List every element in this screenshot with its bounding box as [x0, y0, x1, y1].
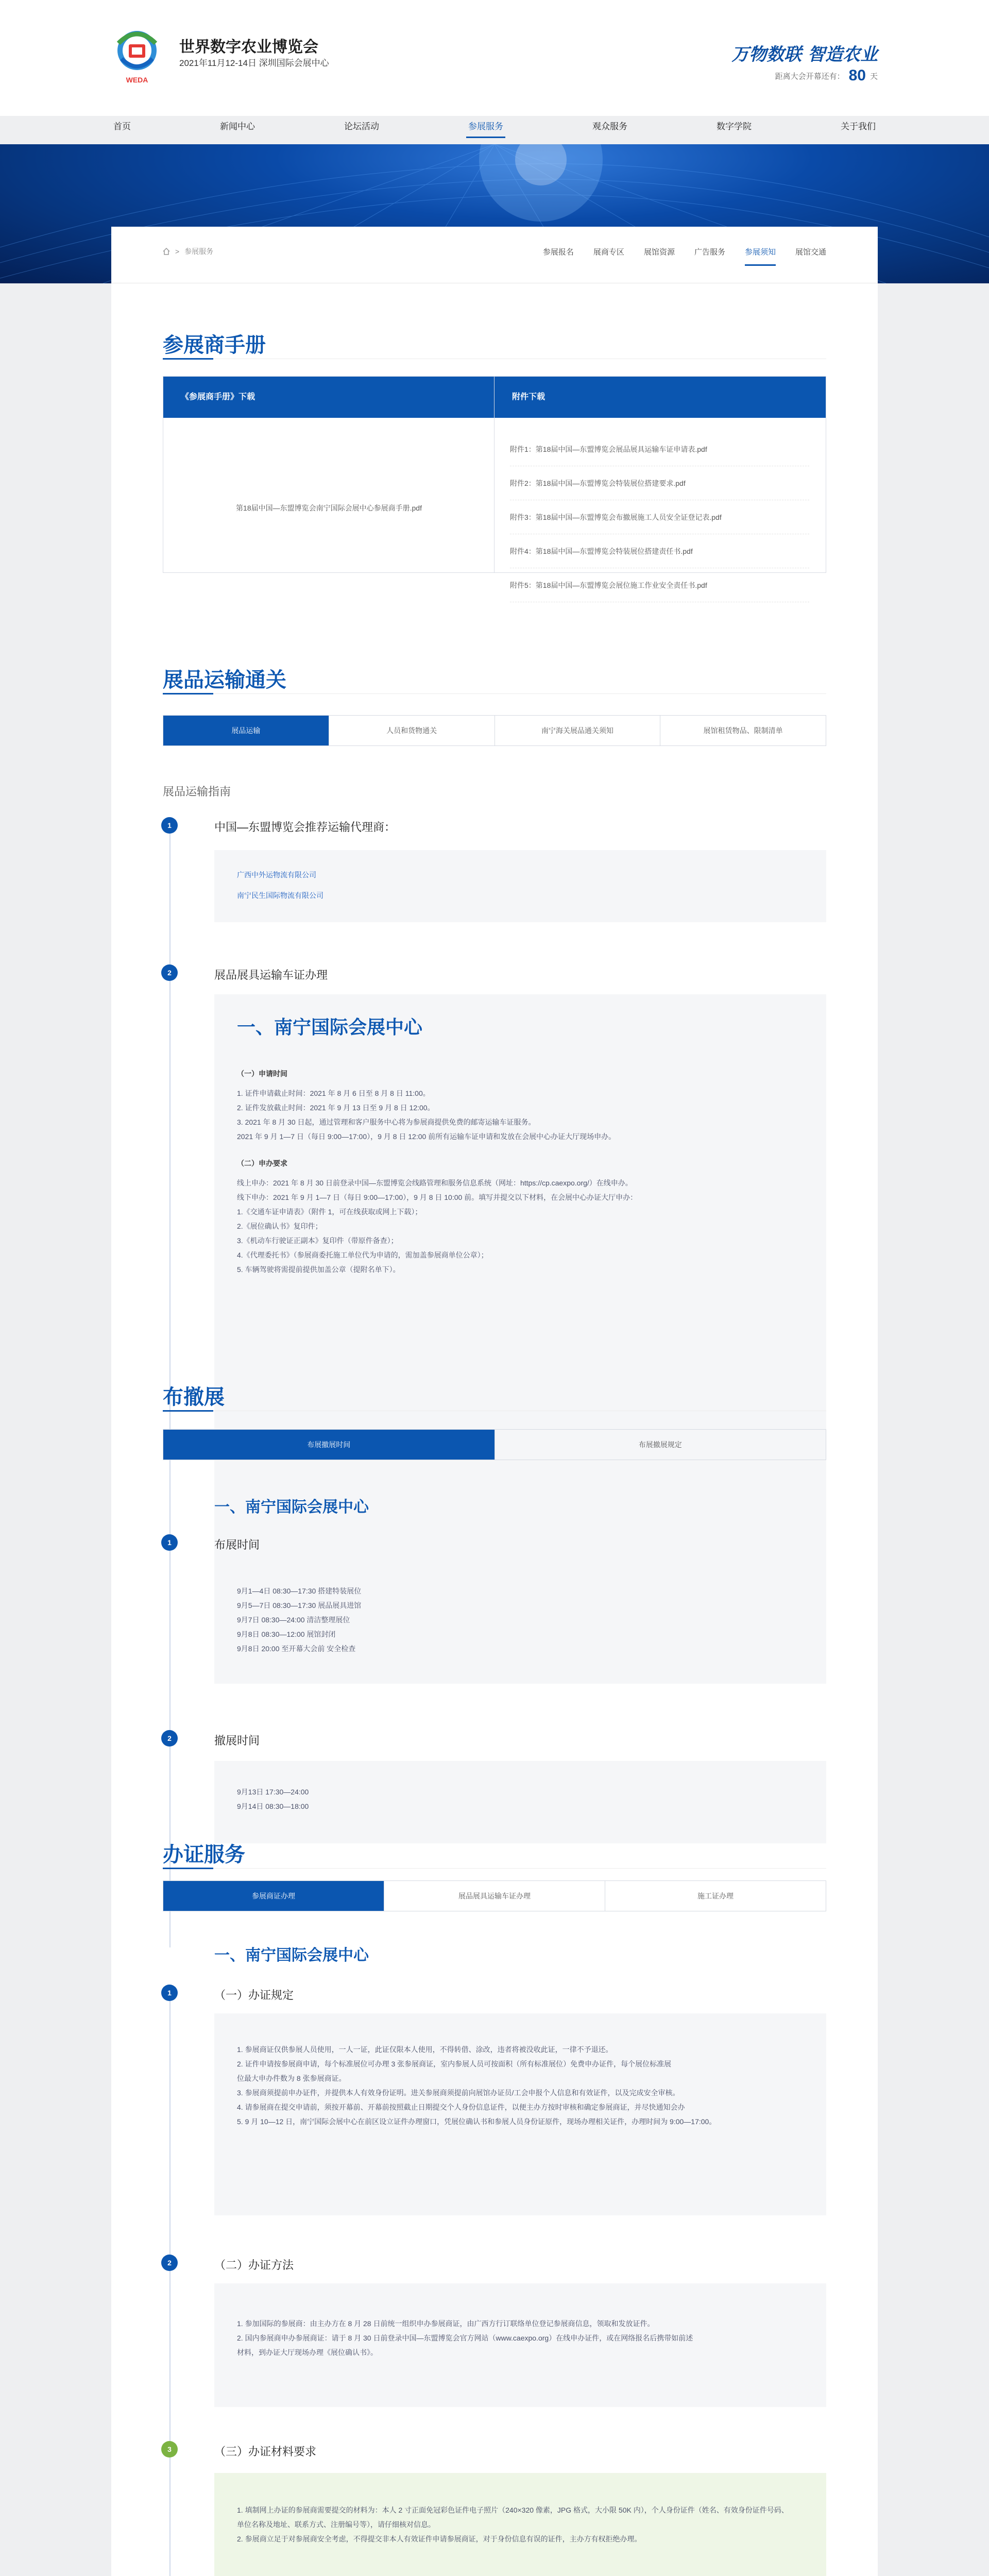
method-box [214, 2283, 826, 2407]
setup-tabs [163, 1429, 826, 1460]
handbook-download-header: 《参展商手册》下载 [163, 377, 494, 418]
apply-req-line: 线下申办：2021 年 9 月 1—7 日（每日 9:00—17:00），9 月 8 日 10:00 前。填写并提交以下材料，在会展中心办证大厅申办： [237, 1193, 638, 1201]
apply-req-line: 3.《机动车行驶证正副本》复印件（带原件备查）； [237, 1236, 398, 1245]
step-marker-1: 1 [161, 1985, 178, 2001]
subtab-venue-traffic[interactable]: 展馆交通 [795, 248, 826, 257]
svg-text:WEDA: WEDA [126, 76, 148, 84]
transport-tabs [163, 715, 826, 746]
handbook-title: 参展商手册 [163, 334, 266, 357]
agent-step-title: 中国—东盟博览会推荐运输代理商： [214, 821, 396, 834]
certificates-divider [163, 1868, 826, 1869]
apply-req-label: （二）申办要求 [237, 1159, 287, 1167]
nav-digital-academy[interactable]: 数字学院 [717, 122, 752, 131]
rule-line: 5. 9 月 10—12 日，南宁国际会展中心在前区设立证件办理窗口，凭展位确认书和参展人员身份证原件，现场办理相关证件，办理时间为 9:00—17:00。 [237, 2117, 717, 2126]
attachments-header: 附件下载 [494, 377, 826, 418]
dismantle-time-line: 9月13日 17:30—24:00 [237, 1788, 309, 1796]
main-nav [111, 117, 878, 138]
build-time-line: 9月8日 20:00 至开幕大会前 安全检查 [237, 1645, 356, 1653]
material-line: 1. 填制网上办证的参展商需要提交的材料为：本人 2 寸正面免冠彩色证件电子照片（240×320 像素，JPG 格式，大小限 50K 内），个人身份证件（姓名、有效身份证件号码、单位名称及地址、联系方式、注册编号等），请仔细核对信息。 [237, 2506, 789, 2529]
rule-line: 4. 请参展商在提交申请前，须按开幕前、开幕前按照截止日期提交个人身份信息证件，以便主办方按时审核和确定参展商证，并尽快通知会办 [237, 2103, 685, 2111]
build-time-line: 9月5—7日 08:30—17:30 展品展具进馆 [237, 1601, 362, 1609]
attachment-link[interactable]: 附件4：第18届中国—东盟博览会特装展位搭建责任书.pdf [510, 534, 809, 568]
breadcrumb-current[interactable]: 参展服务 [184, 247, 214, 256]
tab-exhibitor-pass[interactable]: 参展商证办理 [163, 1881, 384, 1911]
subtab-venue-resources[interactable]: 展馆资源 [643, 248, 675, 257]
countdown-label: 距离大会开幕还有： [775, 72, 845, 81]
nav-visitor-service[interactable]: 观众服务 [592, 122, 627, 131]
materials-box [214, 2473, 826, 2576]
dismantle-time-line: 9月14日 08:30—18:00 [237, 1802, 309, 1810]
nav-exhibitor-service[interactable]: 参展服务 [466, 117, 505, 138]
sub-nav-bar [111, 227, 878, 283]
tab-setup-time[interactable]: 布展撤展时间 [163, 1430, 495, 1460]
agents-box [214, 850, 826, 922]
venue-heading: 一、南宁国际会展中心 [237, 1016, 423, 1038]
site-title: 世界数字农业博览会 [179, 39, 318, 56]
rules-box [214, 2013, 826, 2215]
agent-link[interactable]: 南宁民生国际物流有限公司 [237, 891, 323, 900]
method-line: 2. 国内参展商申办参展商证：请于 8 月 30 日前登录中国—东盟博览会官方网站（www.caexpo.org）在线申办证件，或在网络报名后携带如前述 [237, 2334, 693, 2342]
rule-line: 2. 证件申请按参展商申请，每个标准展位可办理 3 张参展商证，室内参展人员可按面积（所有标准展位）免费申办证件，每个展位标准展 [237, 2060, 672, 2068]
nav-news[interactable]: 新闻中心 [220, 122, 255, 131]
site-header [0, 0, 989, 116]
certificates-tabs [163, 1880, 826, 1911]
vehicle-pass-box [214, 994, 826, 1566]
certificates-title: 办证服务 [163, 1843, 245, 1866]
attachment-link[interactable]: 附件1：第18届中国—东盟博览会展品展具运输车证申请表.pdf [510, 432, 809, 466]
certificates-venue-heading: 一、南宁国际会展中心 [214, 1947, 369, 1964]
subtab-exhibitor-notice[interactable]: 参展须知 [745, 246, 776, 266]
tab-rental-list[interactable]: 展馆租赁物品、限制清单 [703, 726, 783, 735]
transport-title: 展品运输通关 [163, 669, 286, 691]
content-card [111, 227, 878, 2576]
tab-setup-rules[interactable]: 布展撤展规定 [638, 1440, 682, 1449]
tab-construction-pass[interactable]: 施工证办理 [697, 1892, 734, 1900]
step-marker-1: 1 [161, 817, 178, 834]
rule-line: 3. 参展商须提前申办证件，并提供本人有效身份证明。进关参展商须提前向展馆办证员/工会申报个人信息和有效证件，以及完成安全审核。 [237, 2089, 680, 2097]
vehicle-pass-step-title: 展品展具运输车证办理 [214, 969, 328, 981]
tab-exhibit-transport[interactable]: 展品运输 [163, 716, 329, 745]
attachment-link[interactable]: 附件3：第18届中国—东盟博览会布撤展施工人员安全证登记表.pdf [510, 500, 809, 534]
countdown-days: 80 [848, 67, 866, 84]
rule-line: 位最大申办件数为 8 张参展商证。 [237, 2074, 346, 2082]
subtab-registration[interactable]: 参展报名 [542, 248, 574, 257]
tab-vehicle-pass[interactable]: 展品展具运输车证办理 [384, 1881, 605, 1911]
handbook-download-box [163, 376, 495, 573]
apply-time-line: 2021 年 9 月 1—7 日（每日 9:00—17:00），9 月 8 日 12:00 前所有运输车证申请和发放在会展中心办证大厅现场申办。 [237, 1132, 616, 1141]
build-time-box [214, 1565, 826, 1684]
nav-about[interactable]: 关于我们 [841, 122, 876, 131]
setup-venue-heading: 一、南宁国际会展中心 [214, 1499, 369, 1516]
apply-time-line: 2. 证件发放截止时间：2021 年 9 月 13 日至 9 月 8 日 12:00。 [237, 1104, 435, 1112]
method-line: 1. 参加国际的参展商：由主办方在 8 月 28 日前统一组织申办参展商证，由广西方行订联络单位登记参展商信息，领取和发放证件。 [237, 2319, 655, 2328]
method-line: 材料，到办证大厅现场办理《展位确认书》。 [237, 2348, 378, 2357]
apply-time-label: （一）申请时间 [237, 1070, 287, 1078]
sub-tabs [543, 246, 826, 266]
dismantle-time-box [214, 1761, 826, 1843]
materials-title: （三）办证材料要求 [214, 2445, 317, 2458]
rules-title: （一）办证规定 [214, 1989, 294, 2002]
transport-subtitle: 展品运输指南 [163, 785, 231, 798]
build-time-title: 布展时间 [214, 1538, 260, 1551]
step-marker-2: 2 [161, 2255, 178, 2271]
nav-forum[interactable]: 论坛活动 [344, 122, 379, 131]
transport-divider [163, 693, 826, 694]
apply-req-line: 5. 车辆驾驶将需提前提供加盖公章（提附名单下）。 [237, 1265, 400, 1274]
apply-time-line: 3. 2021 年 8 月 30 日起，通过管理和客户服务中心将为参展商提供免费的邮寄运输车证服务。 [237, 1118, 536, 1126]
step-marker-2: 2 [161, 964, 178, 981]
countdown [775, 67, 878, 84]
attachment-link[interactable]: 附件2：第18届中国—东盟博览会特装展位搭建要求.pdf [510, 466, 809, 500]
attachments-box [494, 376, 826, 589]
timeline-line [169, 1989, 170, 2576]
build-time-line: 9月7日 08:30—24:00 清洁整理展位 [237, 1616, 350, 1624]
handbook-download-link[interactable]: 第18届中国—东盟博览会南宁国际会展中心参展商手册.pdf [236, 504, 422, 512]
apply-req-line: 4.《代理委托书》（参展商委托施工单位代为申请的，需加盖参展商单位公章）； [237, 1251, 488, 1259]
tab-nanning-customs[interactable]: 南宁海关展品通关须知 [495, 716, 661, 745]
attachment-link[interactable]: 附件5：第18届中国—东盟博览会展位施工作业安全责任书.pdf [510, 568, 809, 602]
dismantle-time-title: 撤展时间 [214, 1734, 260, 1747]
apply-req-line: 线上申办：2021 年 8 月 30 日前登录中国—东盟博览会线路管理和服务信息系统（网址：https://cp.caexpo.org/）在线申办。 [237, 1179, 633, 1187]
site-date-venue: 2021年11月12-14日 深圳国际会展中心 [179, 58, 329, 68]
home-icon[interactable] [163, 248, 170, 255]
step-marker-3: 3 [161, 2441, 178, 2458]
attachments-list [494, 418, 826, 602]
breadcrumb [163, 246, 213, 257]
nav-home[interactable]: 首页 [113, 122, 131, 131]
apply-req-line: 1.《交通车证申请表》（附件 1，可在线获取或网上下载）； [237, 1208, 422, 1216]
timeline-line [169, 824, 170, 1577]
step-marker-1: 1 [161, 1534, 178, 1551]
step-marker-2: 2 [161, 1730, 178, 1747]
tab-customs[interactable]: 人员和货物通关 [329, 716, 495, 745]
material-line: 2. 参展商立足于对参展商安全考虑，不得提交非本人有效证件申请参展商证，对于身份信息有误的证件，主办方有权拒绝办理。 [237, 2535, 642, 2543]
countdown-unit: 天 [869, 72, 878, 81]
build-time-line: 9月8日 08:30—12:00 展馆封闭 [237, 1630, 336, 1638]
rule-line: 1. 参展商证仅供参展人员使用，一人一证，此证仅限本人使用，不得转借、涂改，违者将被没收此证，一律不予退还。 [237, 2045, 613, 2054]
weda-logo[interactable] [111, 25, 163, 92]
setup-title: 布撤展 [163, 1386, 225, 1409]
apply-req-line: 2.《展位确认书》复印件； [237, 1222, 322, 1230]
slogan: 万物数联 智造农业 [731, 44, 878, 65]
method-title: （二）办证方法 [214, 2259, 294, 2272]
agent-link[interactable]: 广西中外运物流有限公司 [237, 871, 316, 879]
subtab-ad-service[interactable]: 广告服务 [694, 248, 725, 257]
subtab-exhibitor-zone[interactable]: 展商专区 [593, 248, 624, 257]
breadcrumb-separator: > [175, 247, 180, 256]
build-time-line: 9月1—4日 08:30—17:30 搭建特装展位 [237, 1587, 362, 1595]
apply-time-line: 1. 证件申请截止时间：2021 年 8 月 6 日至 8 月 8 日 11:00。 [237, 1089, 430, 1097]
